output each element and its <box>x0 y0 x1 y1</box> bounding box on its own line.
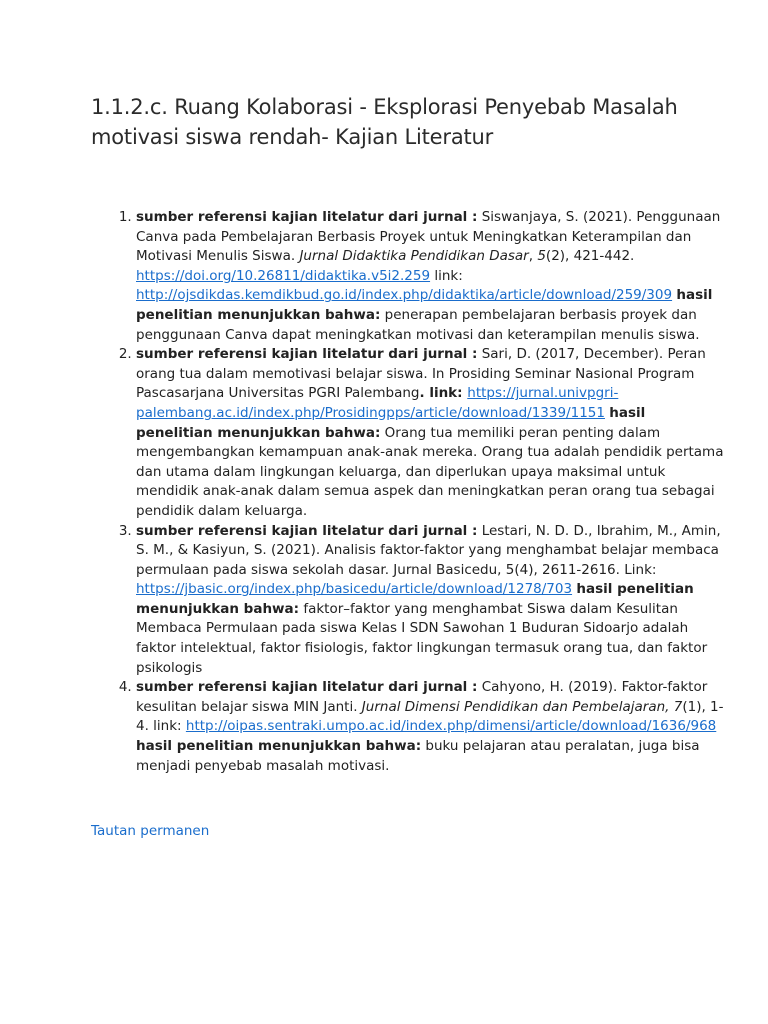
citation-text: Sari, D. (2017, December). Peran orang tua dalam memotivasi belajar siswa. In Prosiding Seminar Nasional Program Pascasarjana Universitas PGRI Palembang <box>136 346 706 402</box>
reference-list <box>91 208 726 776</box>
result-text: faktor–faktor yang menghambat Siswa dalam Kesulitan Membaca Permulaan pada siswa Kelas I SDN Sawohan 1 Buduran Sidoarjo adalah faktor intelektual, faktor fisiologis, faktor lingkungan termasuk orang tua, dan faktor psikologis <box>136 600 708 676</box>
article-link[interactable]: http://oipas.sentraki.umpo.ac.id/index.php/dimensi/article/download/1636/968 <box>185 718 717 735</box>
link-prefix: link: <box>430 267 463 284</box>
page-title: 1.1.2.c. Ruang Kolaborasi - Eksplorasi Penyebab Masalah motivasi siswa rendah- Kajian Literatur <box>91 95 678 149</box>
journal-volume: 5 <box>537 248 546 265</box>
list-item <box>136 208 726 345</box>
result-text: penerapan pembelajaran berbasis proyek dan penggunaan Canva dapat meningkatkan motivasi dan keterampilan menulis siswa. <box>136 306 700 343</box>
list-item <box>136 678 726 776</box>
permalink-link[interactable]: Tautan permanen <box>91 823 210 839</box>
article-link[interactable]: https://jurnal.univpgri-palembang.ac.id/index.php/Prosidingpps/article/download/1339/1151 <box>136 385 619 421</box>
result-text: buku pelajaran atau peralatan, juga bisa menjadi penyebab masalah motivasi. <box>136 738 700 774</box>
result-label: hasil penelitian menunjukkan bahwa: <box>136 738 422 755</box>
link-prefix: link: <box>153 718 186 735</box>
article-link[interactable]: https://jbasic.org/index.php/basicedu/article/download/1278/703 <box>136 581 573 598</box>
result-label: hasil penelitian menunjukkan bahwa: <box>136 287 713 323</box>
link-prefix: Link: <box>624 561 657 578</box>
source-label: sumber referensi kajian litelatur dari jurnal : <box>136 679 478 696</box>
citation-text: (1), 1-4. <box>136 698 724 735</box>
journal-name: Jurnal Dimensi Pendidikan dan Pembelajaran, 7 <box>361 698 683 715</box>
journal-name: Jurnal Didaktika Pendidikan Dasar <box>299 248 529 265</box>
source-label: sumber referensi kajian litelatur dari jurnal : <box>136 522 478 539</box>
result-label: hasil penelitian menunjukkan bahwa: <box>136 581 694 617</box>
list-item <box>136 345 726 521</box>
doi-link[interactable]: https://doi.org/10.26811/didaktika.v5i2.259 <box>136 267 431 284</box>
citation-text: , <box>528 248 538 265</box>
link-prefix: . link: <box>419 385 468 402</box>
citation-text: Lestari, N. D. D., Ibrahim, M., Amin, S. M., & Kasiyun, S. (2021). Analisis faktor-faktor yang menghambat belajar membaca permulaan pada siswa sekolah dasar. Jurnal Basicedu, 5(4), 2611-2616. <box>136 522 721 578</box>
result-text: Orang tua memiliki peran penting dalam mengembangkan kemampuan anak-anak mereka. Orang tua adalah pendidik pertama dan utama dalam lingkungan keluarga, dan diperlukan upaya maksimal untuk mendidik anak-anak dalam semua aspek dan meningkatkan peran orang tua sebagai pendidik dalam keluarga. <box>136 424 724 519</box>
source-label: sumber referensi kajian litelatur dari jurnal : <box>136 346 478 363</box>
citation-text: Siswanjaya, S. (2021). Penggunaan Canva pada Pembelajaran Berbasis Proyek untuk Meningkatkan Keterampilan dan Motivasi Menulis Siswa. <box>136 209 721 265</box>
source-label: sumber referensi kajian litelatur dari jurnal : <box>136 209 478 225</box>
citation-text: Cahyono, H. (2019). Faktor-faktor kesulitan belajar siswa MIN Janti. <box>136 679 708 715</box>
article-link[interactable]: http://ojsdikdas.kemdikbud.go.id/index.php/didaktika/article/download/259/309 <box>136 287 673 304</box>
citation-text: (2), 421-442. <box>545 248 635 265</box>
list-item <box>136 522 726 679</box>
result-label: hasil penelitian menunjukkan bahwa: <box>136 404 646 441</box>
